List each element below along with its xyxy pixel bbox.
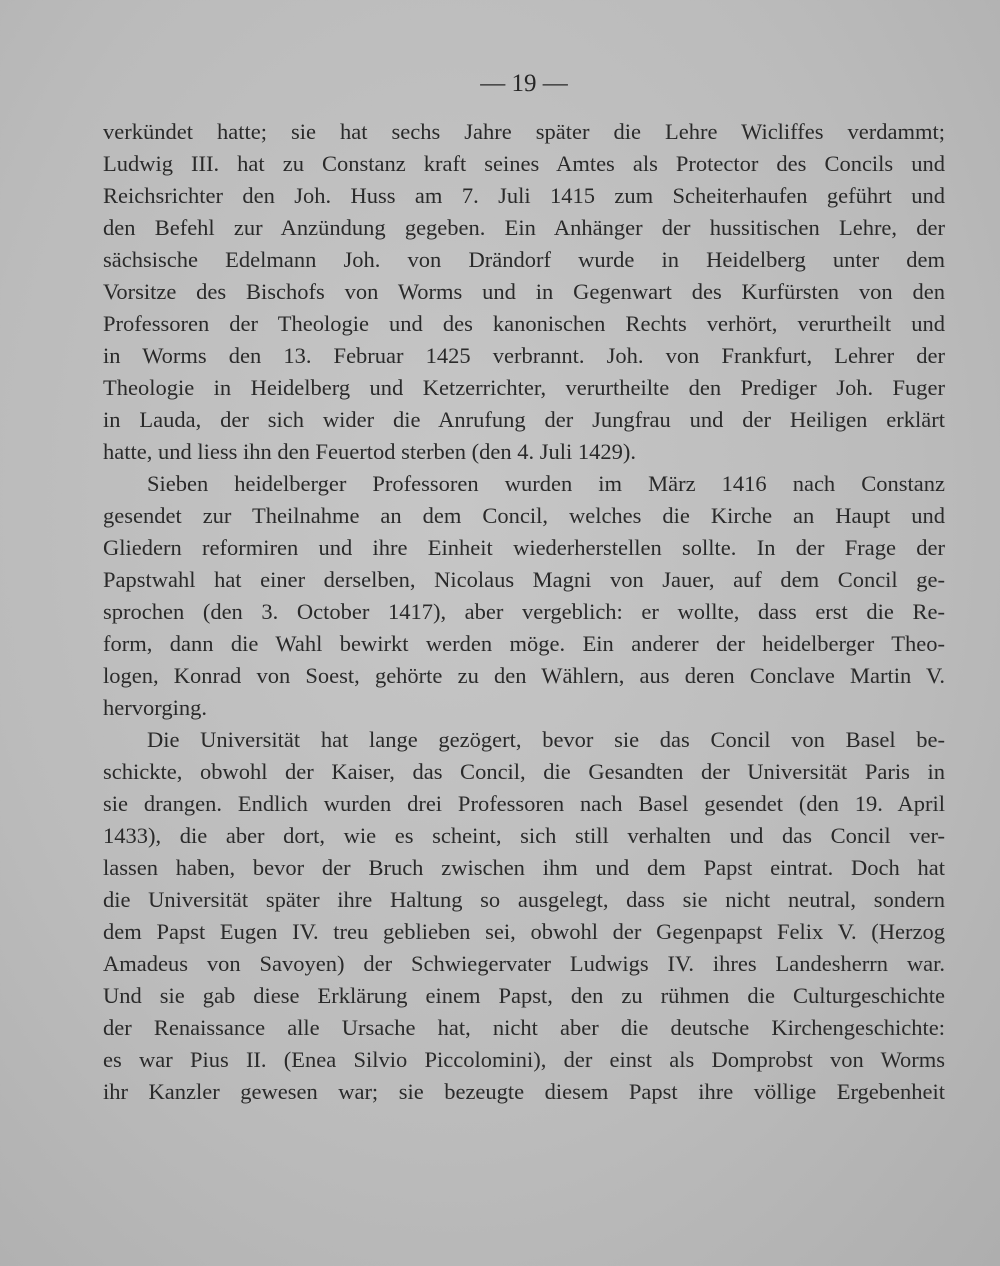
text-line: Amadeus von Savoyen) der Schwiegervater Ludwigs IV. ihres Landesherrn war. — [103, 951, 945, 976]
text-line: 1433), die aber dort, wie es scheint, sich still verhalten und das Concil ver- — [103, 823, 945, 848]
text-line: der Renaissance alle Ursache hat, nicht aber die deutsche Kirchengeschichte: — [103, 1015, 945, 1040]
page-number: — 19 — — [480, 70, 568, 97]
text-line: hervorging. — [103, 695, 207, 720]
text-line: Und sie gab diese Erklärung einem Papst, den zu rühmen die Culturgeschichte — [103, 983, 945, 1008]
text-line: Papstwahl hat einer derselben, Nicolaus Magni von Jauer, auf dem Concil ge- — [103, 567, 945, 592]
text-line: es war Pius II. (Enea Silvio Piccolomini), der einst als Domprobst von Worms — [103, 1047, 945, 1072]
text-line: Professoren der Theologie und des kanonischen Rechts verhört, verurtheilt und — [103, 311, 945, 336]
text-line: sie drangen. Endlich wurden drei Professoren nach Basel gesendet (den 19. April — [103, 791, 945, 816]
text-line: verkündet hatte; sie hat sechs Jahre später die Lehre Wicliffes verdammt; — [103, 119, 945, 144]
text-line: die Universität später ihre Haltung so ausgelegt, dass sie nicht neutral, sondern — [103, 887, 945, 912]
text-line: Theologie in Heidelberg und Ketzerrichter, verurtheilte den Prediger Joh. Fuger — [103, 375, 945, 400]
text-line: Vorsitze des Bischofs von Worms und in Gegenwart des Kurfürsten von den — [103, 279, 945, 304]
text-line: Gliedern reformiren und ihre Einheit wiederherstellen sollte. In der Frage der — [103, 535, 945, 560]
text-line: lassen haben, bevor der Bruch zwischen ihm und dem Papst eintrat. Doch hat — [103, 855, 945, 880]
paragraph — [103, 116, 945, 468]
text-line: Sieben heidelberger Professoren wurden im März 1416 nach Constanz — [147, 471, 945, 496]
text-line: Die Universität hat lange gezögert, bevor sie das Concil von Basel be- — [147, 727, 945, 752]
text-line: in Worms den 13. Februar 1425 verbrannt. Joh. von Frankfurt, Lehrer der — [103, 343, 945, 368]
paragraph — [103, 724, 945, 1108]
text-line: sächsische Edelmann Joh. von Drändorf wurde in Heidelberg unter dem — [103, 247, 945, 272]
text-line: Ludwig III. hat zu Constanz kraft seines Amtes als Protector des Concils und — [103, 151, 945, 176]
paragraph — [103, 468, 945, 724]
body-text — [103, 116, 945, 1108]
text-line: Reichsrichter den Joh. Huss am 7. Juli 1415 zum Scheiterhaufen geführt und — [103, 183, 945, 208]
text-line: sprochen (den 3. October 1417), aber vergeblich: er wollte, dass erst die Re- — [103, 599, 945, 624]
text-line: form, dann die Wahl bewirkt werden möge. Ein anderer der heidelberger Theo- — [103, 631, 945, 656]
text-line: hatte, und liess ihn den Feuertod sterben (den 4. Juli 1429). — [103, 439, 637, 464]
text-line: logen, Konrad von Soest, gehörte zu den Wählern, aus deren Conclave Martin V. — [103, 663, 945, 688]
text-line: in Lauda, der sich wider die Anrufung der Jungfrau und der Heiligen erklärt — [103, 407, 945, 432]
text-line: den Befehl zur Anzündung gegeben. Ein Anhänger der hussitischen Lehre, der — [103, 215, 945, 240]
text-line: dem Papst Eugen IV. treu geblieben sei, obwohl der Gegenpapst Felix V. (Herzog — [103, 919, 945, 944]
text-line: gesendet zur Theilnahme an dem Concil, welches die Kirche an Haupt und — [103, 503, 945, 528]
text-line: schickte, obwohl der Kaiser, das Concil, die Gesandten der Universität Paris in — [103, 759, 945, 784]
text-line: ihr Kanzler gewesen war; sie bezeugte diesem Papst ihre völlige Ergebenheit — [103, 1079, 945, 1104]
